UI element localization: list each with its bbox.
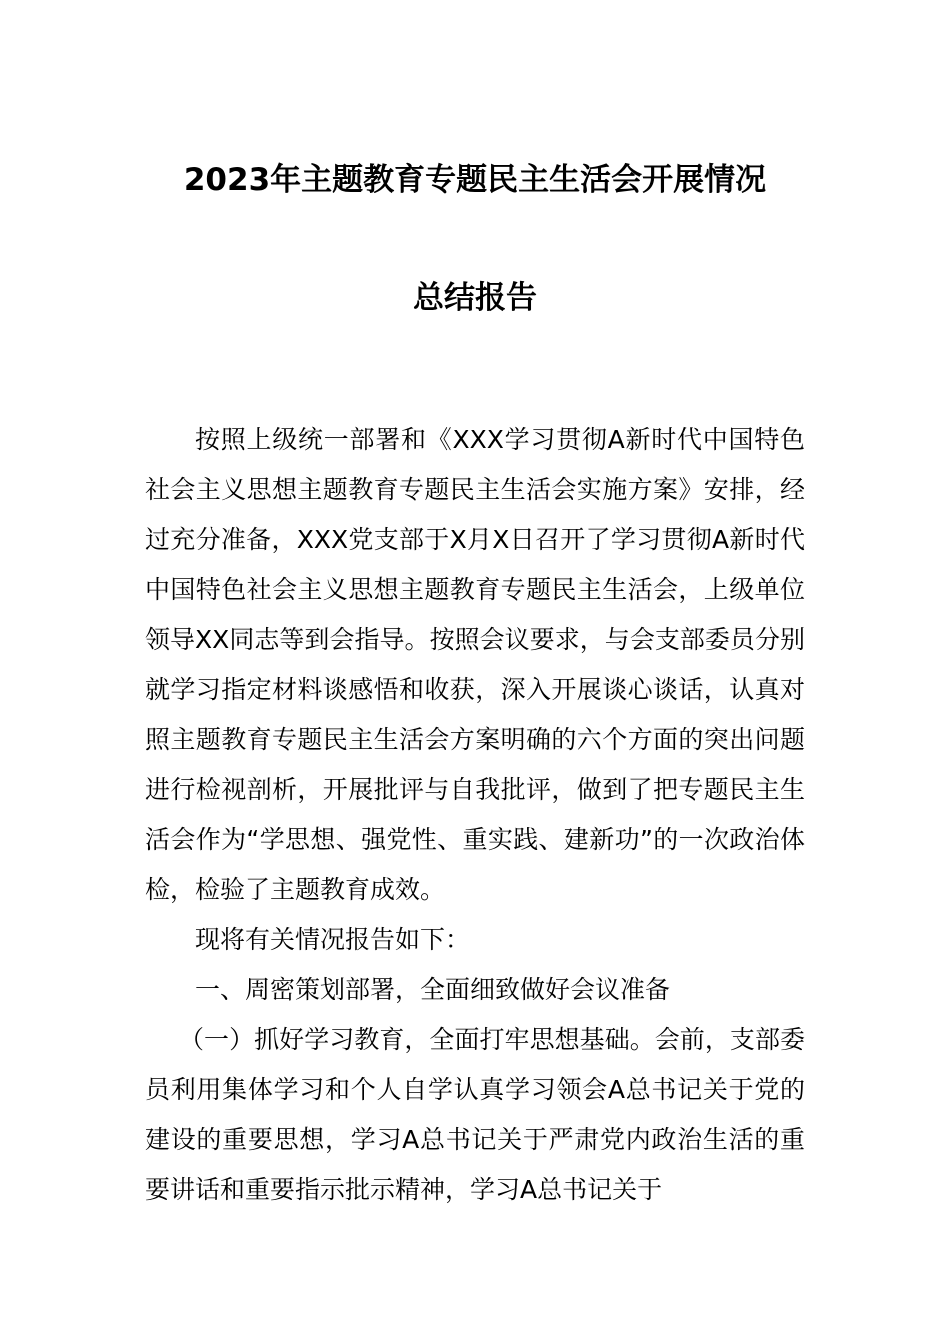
document-title-line-1: 2023年主题教育专题民主生活会开展情况 bbox=[183, 162, 767, 198]
paragraph-intro: 按照上级统一部署和《XXX学习贯彻A新时代中国特色社会主义思想主题教育专题民主生活会实施方案》安排，经过充分准备，XXX党支部于X月X日召开了学习贯彻A新时代中国特色社会主义思想主题教育专题民主生活会，上级单位领导XX同志等到会指导。按照会议要求，与会支部委员分别就学习指定材料谈感悟和收获，深入开展谈心谈话，认真对照主题教育专题民主生活会方案明确的六个方面的突出问题进行检视剖析，开展批评与自我批评，做到了把专题民主生活会作为“学思想、强党性、重实践、建新功”的一次政治体检，检验了主题教育成效。 bbox=[145, 425, 805, 904]
subsection-paragraph-1: （一）抓好学习教育，全面打牢思想基础。会前，支部委员利用集体学习和个人自学认真学习领会A总书记关于党的建设的重要思想，学习A总书记关于严肃党内政治生活的重要讲话和重要指示批示精神，学习A总书记关于 bbox=[145, 1025, 805, 1204]
paragraph-report-lead: 现将有关情况报告如下： bbox=[195, 925, 471, 954]
document-title-line-2: 总结报告 bbox=[413, 280, 537, 316]
section-heading-1: 一、周密策划部署，全面细致做好会议准备 bbox=[195, 975, 671, 1004]
